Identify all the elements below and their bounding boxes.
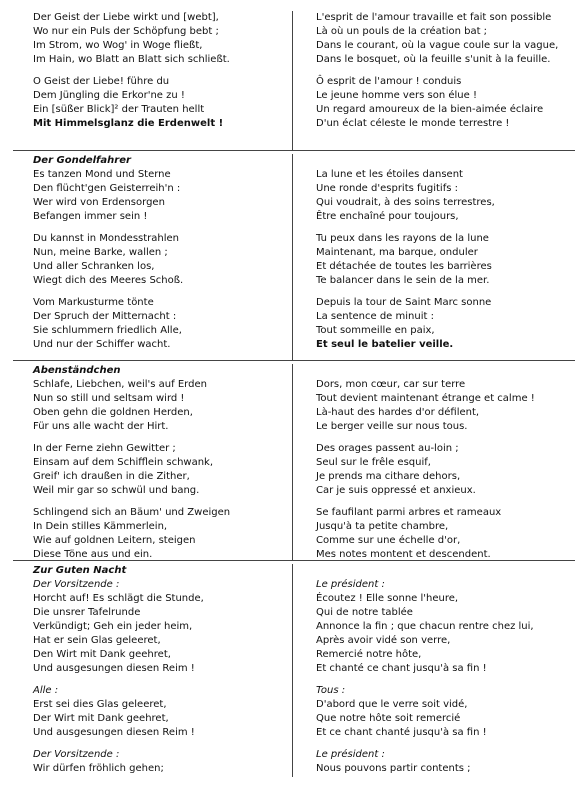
verse-line: Weil mir gar so schwül und bang. bbox=[33, 485, 200, 496]
verse-line: Dors, mon cœur, car sur terre bbox=[316, 379, 466, 390]
verse-line: Horcht auf! Es schlägt die Stunde, bbox=[33, 593, 204, 604]
verse-line: Tout sommeille en paix, bbox=[316, 325, 435, 336]
speaker-label: Der Vorsitzende : bbox=[33, 749, 120, 760]
verse-line: Ô esprit de l'amour ! conduis bbox=[316, 76, 462, 87]
stanza bbox=[316, 75, 571, 131]
song-title-german: Der Gondelfahrer bbox=[33, 155, 131, 166]
verse-line: Wo nur ein Puls der Schöpfung bebt ; bbox=[33, 26, 219, 37]
verse-line: Es tanzen Mond und Sterne bbox=[33, 169, 171, 180]
stanza bbox=[316, 442, 571, 498]
stanza bbox=[33, 296, 290, 352]
verse-line: La lune et les étoiles dansent bbox=[316, 169, 463, 180]
verse-line: Hat er sein Glas geleeret, bbox=[33, 635, 161, 646]
verse-line: Und nur der Schiffer wacht. bbox=[33, 339, 171, 350]
speaker-label: Le président : bbox=[316, 579, 385, 590]
speaker-label: Alle : bbox=[33, 685, 59, 696]
german-column bbox=[13, 154, 293, 360]
verse-line: Et seul le batelier veille. bbox=[316, 339, 454, 350]
verse-line: Im Hain, wo Blatt an Blatt sich schließt. bbox=[33, 54, 230, 65]
verse-line: Schlingend sich an Bäum' und Zweigen bbox=[33, 507, 231, 518]
verse-line: Une ronde d'esprits fugitifs : bbox=[316, 183, 458, 194]
speaker-label: Tous : bbox=[316, 685, 346, 696]
section-0 bbox=[13, 0, 575, 150]
song-title-german: Abenständchen bbox=[33, 365, 121, 376]
song-title-french bbox=[316, 364, 571, 378]
verse-line: L'esprit de l'amour travaille et fait son possible bbox=[316, 12, 552, 23]
verse-line: Tu peux dans les rayons de la lune bbox=[316, 233, 489, 244]
verse-line: Maintenant, ma barque, onduler bbox=[316, 247, 478, 258]
verse-line: Mit Himmelsglanz die Erdenwelt ! bbox=[33, 118, 224, 129]
verse-line: Vom Markusturme tönte bbox=[33, 297, 154, 308]
stanza bbox=[33, 11, 290, 67]
song-title-french bbox=[316, 154, 571, 168]
verse-line: Den Wirt mit Dank geehret, bbox=[33, 649, 171, 660]
verse-line: Comme sur une échelle d'or, bbox=[316, 535, 461, 546]
verse-line: Die unsrer Tafelrunde bbox=[33, 607, 141, 618]
verse-line: Wir dürfen fröhlich gehen; bbox=[33, 763, 164, 774]
verse-line: Tout devient maintenant étrange et calme ! bbox=[316, 393, 535, 404]
verse-line: Oben gehn die goldnen Herden, bbox=[33, 407, 193, 418]
verse-line: Nous pouvons partir contents ; bbox=[316, 763, 471, 774]
verse-line: Wer wird von Erdensorgen bbox=[33, 197, 165, 208]
verse-line: Greif' ich draußen in die Zither, bbox=[33, 471, 190, 482]
verse-line: Dem Jüngling die Erkor'ne zu ! bbox=[33, 90, 185, 101]
verse-line: Te balancer dans le sein de la mer. bbox=[316, 275, 490, 286]
verse-line: Und ausgesungen diesen Reim ! bbox=[33, 727, 195, 738]
french-column bbox=[293, 364, 573, 560]
stanza bbox=[33, 75, 290, 131]
stanza bbox=[316, 578, 571, 676]
verse-line: Remercié notre hôte, bbox=[316, 649, 422, 660]
verse-line: Écoutez ! Elle sonne l'heure, bbox=[316, 593, 459, 604]
verse-line: D'abord que le verre soit vidé, bbox=[316, 699, 468, 710]
verse-line: Jusqu'à ta petite chambre, bbox=[316, 521, 449, 532]
stanza bbox=[33, 684, 290, 740]
french-column bbox=[293, 11, 573, 150]
verse-line: Mes notes montent et descendent. bbox=[316, 549, 491, 560]
stanza bbox=[316, 684, 571, 740]
verse-line: Nun so still und seltsam wird ! bbox=[33, 393, 185, 404]
verse-line: Le berger veille sur nous tous. bbox=[316, 421, 468, 432]
verse-line: Sie schlummern friedlich Alle, bbox=[33, 325, 182, 336]
verse-line: Et détachée de toutes les barrières bbox=[316, 261, 492, 272]
verse-line: Car je suis oppressé et anxieux. bbox=[316, 485, 476, 496]
verse-line: Après avoir vidé son verre, bbox=[316, 635, 451, 646]
verse-line: Schlafe, Liebchen, weil's auf Erden bbox=[33, 379, 207, 390]
verse-line: Qui de notre tablée bbox=[316, 607, 413, 618]
verse-line: Und aller Schranken los, bbox=[33, 261, 155, 272]
verse-line: Für uns alle wacht der Hirt. bbox=[33, 421, 169, 432]
verse-line: Befangen immer sein ! bbox=[33, 211, 148, 222]
verse-line: Je prends ma cithare dehors, bbox=[316, 471, 461, 482]
verse-line: Et chanté ce chant jusqu'à sa fin ! bbox=[316, 663, 487, 674]
verse-line: Wiegt dich des Meeres Schoß. bbox=[33, 275, 184, 286]
stanza bbox=[316, 506, 571, 560]
stanza bbox=[316, 232, 571, 288]
stanza bbox=[316, 748, 571, 776]
verse-line: Diese Töne aus und ein. bbox=[33, 549, 153, 560]
verse-line: In Dein stilles Kämmerlein, bbox=[33, 521, 168, 532]
french-column bbox=[293, 154, 573, 360]
bilingual-lyrics-table bbox=[13, 0, 575, 788]
stanza bbox=[316, 168, 571, 224]
verse-line: Un regard amoureux de la bien-aimée éclaire bbox=[316, 104, 544, 115]
verse-line: In der Ferne ziehn Gewitter ; bbox=[33, 443, 176, 454]
verse-line: Der Wirt mit Dank geehret, bbox=[33, 713, 169, 724]
verse-line: Verkündigt; Geh ein jeder heim, bbox=[33, 621, 193, 632]
verse-line: Que notre hôte soit remercié bbox=[316, 713, 461, 724]
section-3 bbox=[13, 560, 575, 777]
verse-line: Des orages passent au-loin ; bbox=[316, 443, 459, 454]
stanza bbox=[33, 748, 290, 776]
verse-line: Im Strom, wo Wog' in Woge fließt, bbox=[33, 40, 203, 51]
verse-line: Annonce la fin ; que chacun rentre chez lui, bbox=[316, 621, 534, 632]
verse-line: Depuis la tour de Saint Marc sonne bbox=[316, 297, 492, 308]
stanza bbox=[33, 168, 290, 224]
french-column bbox=[293, 564, 573, 777]
speaker-label: Le président : bbox=[316, 749, 385, 760]
verse-line: D'un éclat céleste le monde terrestre ! bbox=[316, 118, 510, 129]
verse-line: Der Spruch der Mitternacht : bbox=[33, 311, 177, 322]
verse-line: Wie auf goldnen Leitern, steigen bbox=[33, 535, 196, 546]
song-title-german: Zur Guten Nacht bbox=[33, 565, 127, 576]
speaker-label: Der Vorsitzende : bbox=[33, 579, 120, 590]
stanza bbox=[316, 378, 571, 434]
german-column bbox=[13, 364, 293, 560]
german-column bbox=[13, 11, 293, 150]
stanza bbox=[33, 578, 290, 676]
verse-line: La sentence de minuit : bbox=[316, 311, 434, 322]
verse-line: Ein [süßer Blick]² der Trauten hellt bbox=[33, 104, 205, 115]
verse-line: Là où un pouls de la création bat ; bbox=[316, 26, 488, 37]
verse-line: Und ausgesungen diesen Reim ! bbox=[33, 663, 195, 674]
verse-line: Se faufilant parmi arbres et rameaux bbox=[316, 507, 502, 518]
verse-line: Einsam auf dem Schifflein schwank, bbox=[33, 457, 214, 468]
verse-line: Être enchaîné pour toujours, bbox=[316, 211, 459, 222]
stanza bbox=[33, 378, 290, 434]
section-1 bbox=[13, 150, 575, 360]
verse-line: Den flücht'gen Geisterreih'n : bbox=[33, 183, 181, 194]
verse-line: Dans le courant, où la vague coule sur la vague, bbox=[316, 40, 559, 51]
verse-line: Der Geist der Liebe wirkt und [webt], bbox=[33, 12, 219, 23]
stanza bbox=[316, 296, 571, 352]
section-2 bbox=[13, 360, 575, 560]
verse-line: Nun, meine Barke, wallen ; bbox=[33, 247, 168, 258]
stanza bbox=[33, 442, 290, 498]
song-title-french bbox=[316, 564, 571, 578]
verse-line: Seul sur le frêle esquif, bbox=[316, 457, 431, 468]
verse-line: Là-haut des hardes d'or défilent, bbox=[316, 407, 480, 418]
verse-line: Et ce chant chanté jusqu'à sa fin ! bbox=[316, 727, 487, 738]
verse-line: Qui voudrait, à des soins terrestres, bbox=[316, 197, 495, 208]
stanza bbox=[33, 506, 290, 560]
stanza bbox=[33, 232, 290, 288]
verse-line: Erst sei dies Glas geleeret, bbox=[33, 699, 167, 710]
german-column bbox=[13, 564, 293, 777]
verse-line: O Geist der Liebe! führe du bbox=[33, 76, 170, 87]
stanza bbox=[316, 11, 571, 67]
verse-line: Du kannst in Mondesstrahlen bbox=[33, 233, 180, 244]
verse-line: Dans le bosquet, où la feuille s'unit à la feuille. bbox=[316, 54, 551, 65]
verse-line: Le jeune homme vers son élue ! bbox=[316, 90, 477, 101]
